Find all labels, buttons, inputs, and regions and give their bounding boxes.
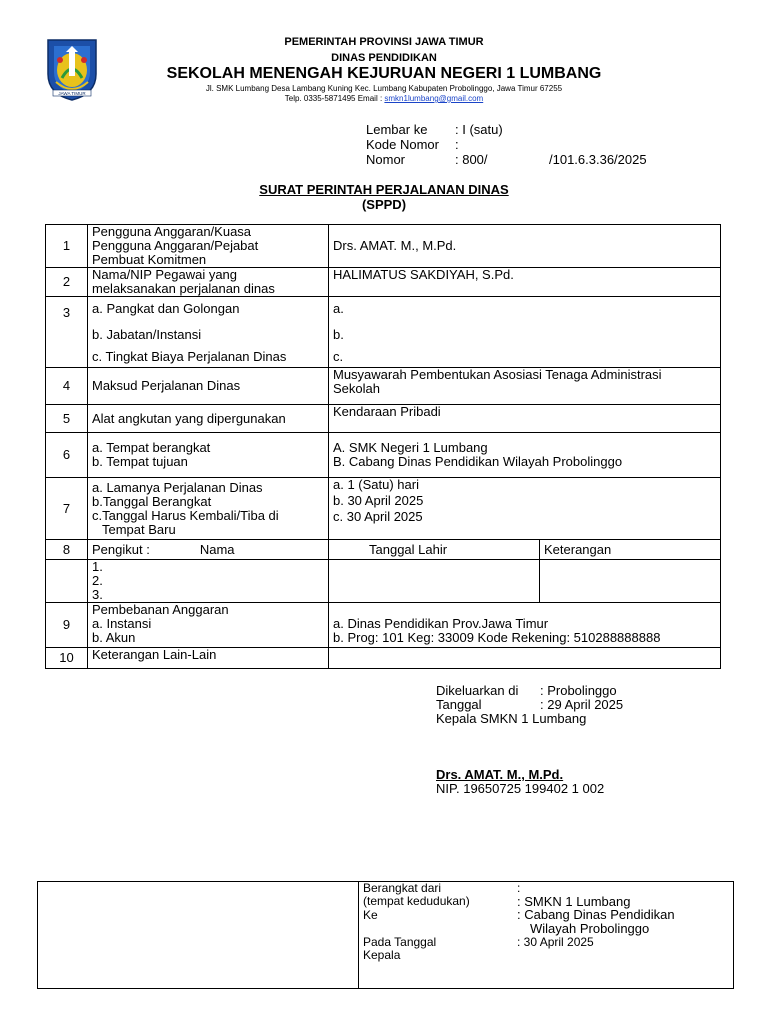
row-number: 3 bbox=[46, 297, 88, 368]
row-value: Kendaraan Pribadi bbox=[329, 405, 721, 433]
value-line: a. 1 (Satu) hari bbox=[333, 477, 419, 492]
lembar-value: : I (satu) bbox=[455, 122, 503, 137]
nomor-suffix: /101.6.3.36/2025 bbox=[549, 152, 647, 167]
tanggal-lahir-cell bbox=[329, 560, 540, 603]
kode-value: : bbox=[455, 137, 459, 152]
label-line: Pembebanan Anggaran bbox=[92, 602, 229, 617]
table-row bbox=[46, 368, 721, 405]
nama-header: Nama bbox=[199, 541, 235, 557]
row-value: Drs. AMAT. M., M.Pd. bbox=[329, 225, 721, 268]
table-row bbox=[46, 540, 721, 560]
value-line: c. 30 April 2025 bbox=[333, 509, 423, 524]
signer-nip: NIP. 19650725 199402 1 002 bbox=[436, 781, 605, 796]
dikeluarkan-value: : Probolinggo bbox=[540, 683, 617, 698]
signer-name: Drs. AMAT. M., M.Pd. bbox=[436, 767, 564, 782]
nomor-value: : 800/ bbox=[455, 152, 488, 167]
value-line: b. bbox=[333, 327, 344, 342]
keterangan-header: Keterangan bbox=[540, 540, 721, 560]
value-line: A. SMK Negeri 1 Lumbang bbox=[333, 440, 488, 455]
value-line: b. Prog: 101 Keg: 33009 Kode Rekening: 510288888888 bbox=[333, 630, 661, 645]
table-row bbox=[46, 648, 721, 669]
row-label bbox=[88, 540, 329, 560]
row-value: HALIMATUS SAKDIYAH, S.Pd. bbox=[329, 268, 721, 297]
kode-label: Kode Nomor bbox=[366, 137, 439, 152]
value-line: c. bbox=[333, 349, 344, 364]
contact-phone: Telp. 0335-5871495 Email : bbox=[284, 94, 385, 103]
table-row bbox=[46, 560, 721, 603]
title-line-1: SURAT PERINTAH PERJALANAN DINAS bbox=[259, 182, 509, 197]
row-label: Alat angkutan yang dipergunakan bbox=[88, 405, 329, 433]
sppd-table bbox=[45, 224, 721, 669]
department-name: DINAS PENDIDIKAN bbox=[331, 52, 437, 64]
lembar-label: Lembar ke bbox=[366, 122, 428, 137]
table-row bbox=[46, 225, 721, 268]
label-line: b.Tanggal Berangkat bbox=[92, 493, 212, 509]
row-value bbox=[329, 648, 721, 669]
kedudukan-value: : SMKN 1 Lumbang bbox=[517, 894, 631, 909]
label-line: b. Tempat tujuan bbox=[92, 454, 188, 469]
value-line: a. Dinas Pendidikan Prov.Jawa Timur bbox=[333, 616, 549, 631]
list-item: 2. bbox=[92, 573, 103, 588]
pada-tanggal-label: Pada Tanggal bbox=[363, 935, 437, 949]
row-value bbox=[329, 478, 721, 540]
value-line: B. Cabang Dinas Pendidikan Wilayah Probolinggo bbox=[333, 454, 623, 469]
berangkat-value: : bbox=[517, 881, 521, 895]
value-line: b. 30 April 2025 bbox=[333, 493, 424, 508]
value-line: a. bbox=[333, 301, 344, 316]
tanggal-value: : 29 April 2025 bbox=[540, 697, 624, 712]
row-number: 7 bbox=[46, 478, 88, 540]
row-number: 4 bbox=[46, 368, 88, 405]
email-link[interactable]: smkn1lumbang@gmail.com bbox=[384, 94, 484, 103]
svg-text:JAWA TIMUR: JAWA TIMUR bbox=[58, 91, 86, 96]
row-label bbox=[88, 225, 329, 268]
label-line: a. Pangkat dan Golongan bbox=[92, 301, 240, 316]
label-line: Tempat Baru bbox=[102, 521, 176, 537]
kedudukan-label: (tempat kedudukan) bbox=[363, 894, 470, 908]
row-label bbox=[88, 603, 329, 648]
row-number: 10 bbox=[46, 648, 88, 669]
label-line: a. Instansi bbox=[92, 616, 152, 631]
pengikut-list bbox=[88, 560, 329, 603]
row-number bbox=[46, 560, 88, 603]
table-row bbox=[46, 433, 721, 478]
title-line-2: (SPPD) bbox=[361, 197, 407, 212]
label-line: Pembuat Komitmen bbox=[92, 252, 207, 267]
label-line: b. Jabatan/Instansi bbox=[92, 327, 202, 342]
tanggal-label: Tanggal bbox=[436, 697, 482, 712]
row-number: 5 bbox=[46, 405, 88, 433]
ke-label: Ke bbox=[363, 908, 378, 922]
signer-position: Kepala SMKN 1 Lumbang bbox=[436, 711, 587, 726]
table-row bbox=[46, 405, 721, 433]
row-label: Keterangan Lain-Lain bbox=[88, 648, 329, 669]
label-line: a. Lamanya Perjalanan Dinas bbox=[92, 479, 263, 495]
row-label bbox=[88, 433, 329, 478]
table-row bbox=[46, 603, 721, 648]
list-item: 3. bbox=[92, 587, 103, 602]
row-label bbox=[88, 268, 329, 297]
box-divider bbox=[358, 882, 359, 988]
pengikut-label: Pengikut : bbox=[92, 541, 150, 557]
label-line: Pengguna Anggaran/Kuasa bbox=[92, 224, 252, 239]
tanggal-lahir-header: Tanggal Lahir bbox=[329, 540, 540, 560]
row-value bbox=[329, 433, 721, 478]
row-value bbox=[329, 368, 721, 405]
school-name: SEKOLAH MENENGAH KEJURUAN NEGERI 1 LUMBANG bbox=[166, 65, 602, 82]
row-number: 2 bbox=[46, 268, 88, 297]
label-line: a. Tempat berangkat bbox=[92, 440, 211, 455]
row-label bbox=[88, 478, 329, 540]
label-line: b. Akun bbox=[92, 630, 136, 645]
row-label bbox=[88, 297, 329, 368]
dikeluarkan-label: Dikeluarkan di bbox=[436, 683, 519, 698]
row-number: 6 bbox=[46, 433, 88, 478]
school-address: Jl. SMK Lumbang Desa Lambang Kuning Kec. Lumbang Kabupaten Probolinggo, Jawa Timur 67255 bbox=[205, 84, 563, 93]
value-line: Musyawarah Pembentukan Asosiasi Tenaga Administrasi bbox=[333, 367, 662, 382]
row-number: 1 bbox=[46, 225, 88, 268]
berangkat-label: Berangkat dari bbox=[363, 881, 442, 895]
row-value bbox=[329, 297, 721, 368]
value-line: Sekolah bbox=[333, 381, 380, 396]
row-number: 8 bbox=[46, 540, 88, 560]
label-line: c. Tingkat Biaya Perjalanan Dinas bbox=[92, 349, 287, 364]
table-row bbox=[46, 268, 721, 297]
row-number: 9 bbox=[46, 603, 88, 648]
label-line: c.Tanggal Harus Kembali/Tiba di bbox=[92, 507, 279, 523]
ke-value-line-1: : Cabang Dinas Pendidikan bbox=[517, 907, 675, 922]
nomor-label: Nomor bbox=[366, 152, 406, 167]
ke-value-line-2: Wilayah Probolinggo bbox=[530, 921, 650, 936]
table-row bbox=[46, 297, 721, 368]
label-line: Pengguna Anggaran/Pejabat bbox=[92, 238, 259, 253]
school-contact bbox=[0, 94, 768, 103]
document-title bbox=[0, 182, 768, 212]
row-label: Maksud Perjalanan Dinas bbox=[88, 368, 329, 405]
label-line: melaksanakan perjalanan dinas bbox=[92, 281, 275, 296]
kepala-label: Kepala bbox=[363, 948, 401, 962]
list-item: 1. bbox=[92, 559, 103, 574]
pada-tanggal-value: : 30 April 2025 bbox=[517, 935, 594, 949]
government-name: PEMERINTAH PROVINSI JAWA TIMUR bbox=[284, 36, 484, 48]
table-row bbox=[46, 478, 721, 540]
label-line: Nama/NIP Pegawai yang bbox=[92, 267, 238, 282]
row-value bbox=[329, 603, 721, 648]
keterangan-cell bbox=[540, 560, 721, 603]
